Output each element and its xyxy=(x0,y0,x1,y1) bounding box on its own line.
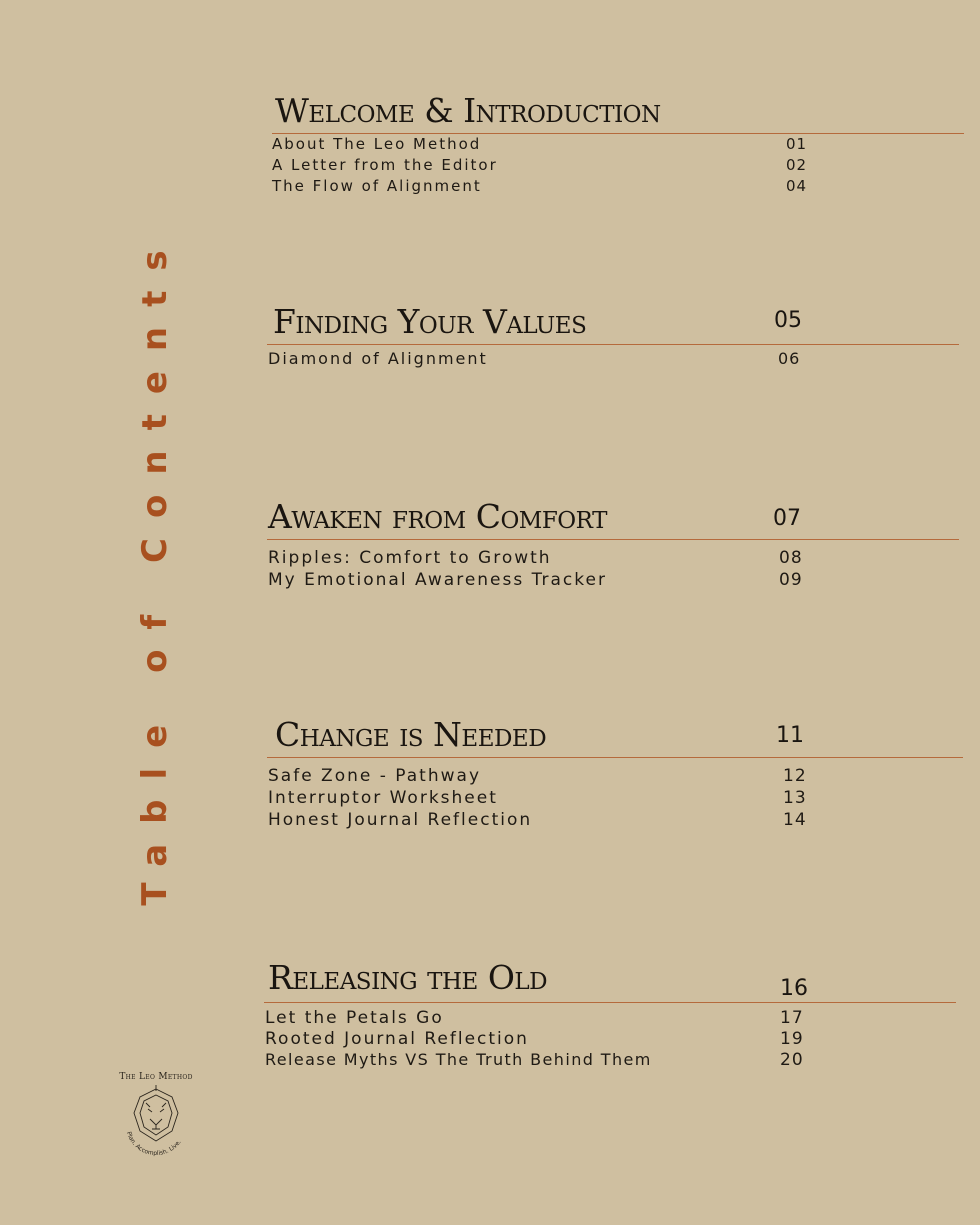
toc-item-label: Ripples: Comfort to Growth xyxy=(268,548,552,568)
toc-item-page: 04 xyxy=(786,177,808,195)
toc-item-label: Let the Petals Go xyxy=(265,1008,444,1028)
toc-item[interactable] xyxy=(267,349,959,373)
toc-item-page: 12 xyxy=(783,766,807,786)
toc-item-page: 20 xyxy=(780,1050,804,1070)
section-title[interactable]: Finding Your Values xyxy=(273,302,587,341)
toc-item-label: About The Leo Method xyxy=(272,135,482,153)
toc-item-label: Release Myths VS The Truth Behind Them xyxy=(265,1050,652,1069)
toc-item-page: 19 xyxy=(780,1029,804,1049)
section-divider xyxy=(272,133,964,134)
logo-name: The Leo Method xyxy=(119,1072,193,1082)
toc-item-page: 08 xyxy=(779,548,803,568)
section-welcome xyxy=(272,91,964,198)
toc-item[interactable] xyxy=(264,1008,956,1029)
section-awaken-from-comfort xyxy=(267,497,959,592)
section-divider xyxy=(267,344,959,345)
toc-item-page: 14 xyxy=(783,810,807,830)
toc-item[interactable] xyxy=(267,788,963,810)
section-releasing-the-old xyxy=(264,958,956,1071)
toc-item-label: Diamond of Alignment xyxy=(268,349,488,368)
toc-item[interactable] xyxy=(267,548,959,570)
toc-item-page: 09 xyxy=(779,570,803,590)
toc-item-page: 02 xyxy=(786,156,808,174)
toc-item[interactable] xyxy=(267,570,959,592)
toc-item[interactable] xyxy=(272,135,964,156)
section-change-is-needed xyxy=(267,715,963,832)
section-page-number: 07 xyxy=(773,506,801,531)
section-page-number: 16 xyxy=(780,976,808,1001)
toc-item[interactable] xyxy=(272,156,964,177)
toc-item-page: 06 xyxy=(778,349,801,368)
table-of-contents-title: Table of Contents xyxy=(135,230,175,906)
section-title[interactable]: Change is Needed xyxy=(275,715,547,754)
section-title[interactable]: Awaken from Comfort xyxy=(268,497,607,536)
section-finding-your-values xyxy=(267,302,959,373)
section-divider xyxy=(267,757,963,758)
section-page-number: 05 xyxy=(774,308,802,333)
leo-method-logo xyxy=(108,1072,204,1157)
lion-head-icon xyxy=(116,1085,196,1157)
toc-item[interactable] xyxy=(272,177,964,198)
toc-item-page: 17 xyxy=(780,1008,804,1028)
toc-item-label: Honest Journal Reflection xyxy=(268,810,533,830)
toc-item-label: A Letter from the Editor xyxy=(272,156,498,174)
toc-item-page: 13 xyxy=(783,788,807,808)
section-page-number: 11 xyxy=(776,723,804,748)
toc-item-label: The Flow of Alignment xyxy=(272,177,482,195)
toc-item-page: 01 xyxy=(786,135,808,153)
toc-item-label: My Emotional Awareness Tracker xyxy=(268,570,607,590)
section-divider xyxy=(267,539,959,540)
toc-item[interactable] xyxy=(267,810,963,832)
logo-tagline: Plan. Accomplish. Live. xyxy=(124,1130,183,1157)
toc-item-label: Rooted Journal Reflection xyxy=(265,1029,529,1049)
section-title[interactable]: Welcome & Introduction xyxy=(275,91,661,130)
section-title[interactable]: Releasing the Old xyxy=(268,958,548,997)
toc-item[interactable] xyxy=(264,1029,956,1050)
section-divider xyxy=(264,1002,956,1003)
toc-item[interactable] xyxy=(267,766,963,788)
toc-item[interactable] xyxy=(264,1050,956,1071)
toc-item-label: Interruptor Worksheet xyxy=(268,788,498,808)
toc-item-label: Safe Zone - Pathway xyxy=(268,766,482,786)
